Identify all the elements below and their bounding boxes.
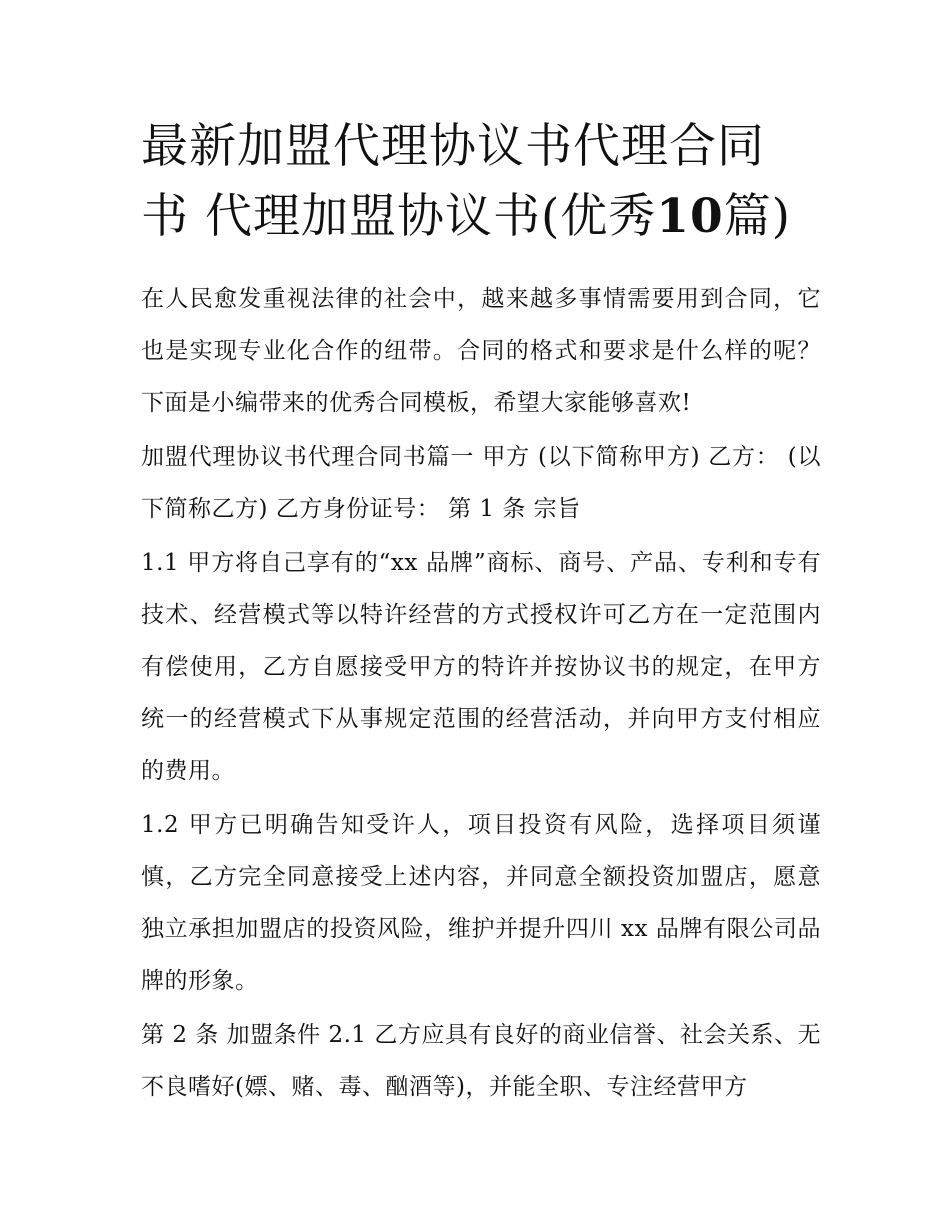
document-title	[141, 112, 821, 252]
paragraph-parties: 加盟代理协议书代理合同书篇一 甲方 (以下简称甲方) 乙方： (以下简称乙方) 乙方身份证号： 第 1 条 宗旨	[141, 444, 821, 522]
paragraph-clause-1-2: 1.2 甲方已明确告知受许人，项目投资有风险，选择项目须谨慎，乙方完全同意接受上述内容，并同意全额投资加盟店，愿意独立承担加盟店的投资风险，维护并提升四川 xx 品牌有限公司品牌的形象。	[141, 812, 821, 994]
paragraph-clause-1-1: 1.1 甲方将自己享有的“xx 品牌”商标、商号、产品、专利和专有技术、经营模式等以特许经营的方式授权许可乙方在一定范围内有偿使用，乙方自愿接受甲方的特许并按协议书的规定，在甲方统一的经营模式下从事规定范围的经营活动，并向甲方支付相应的费用。	[141, 550, 821, 784]
title-line-2-suffix: 篇)	[723, 189, 792, 244]
title-line-2-prefix: 书 代理加盟协议书(优秀	[141, 189, 657, 244]
title-line-2-number: 10	[656, 189, 724, 244]
paragraph-clause-2: 第 2 条 加盟条件 2.1 乙方应具有良好的商业信誉、社会关系、无不良嗜好(嫖、赌、毒、酗酒等)，并能全职、专注经营甲方	[141, 1022, 821, 1100]
document-body	[141, 273, 821, 1115]
title-line-1: 最新加盟代理协议书代理合同	[141, 119, 765, 174]
paragraph-intro: 在人民愈发重视法律的社会中，越来越多事情需要用到合同，它也是实现专业化合作的纽带。合同的格式和要求是什么样的呢？下面是小编带来的优秀合同模板，希望大家能够喜欢!	[141, 286, 821, 416]
